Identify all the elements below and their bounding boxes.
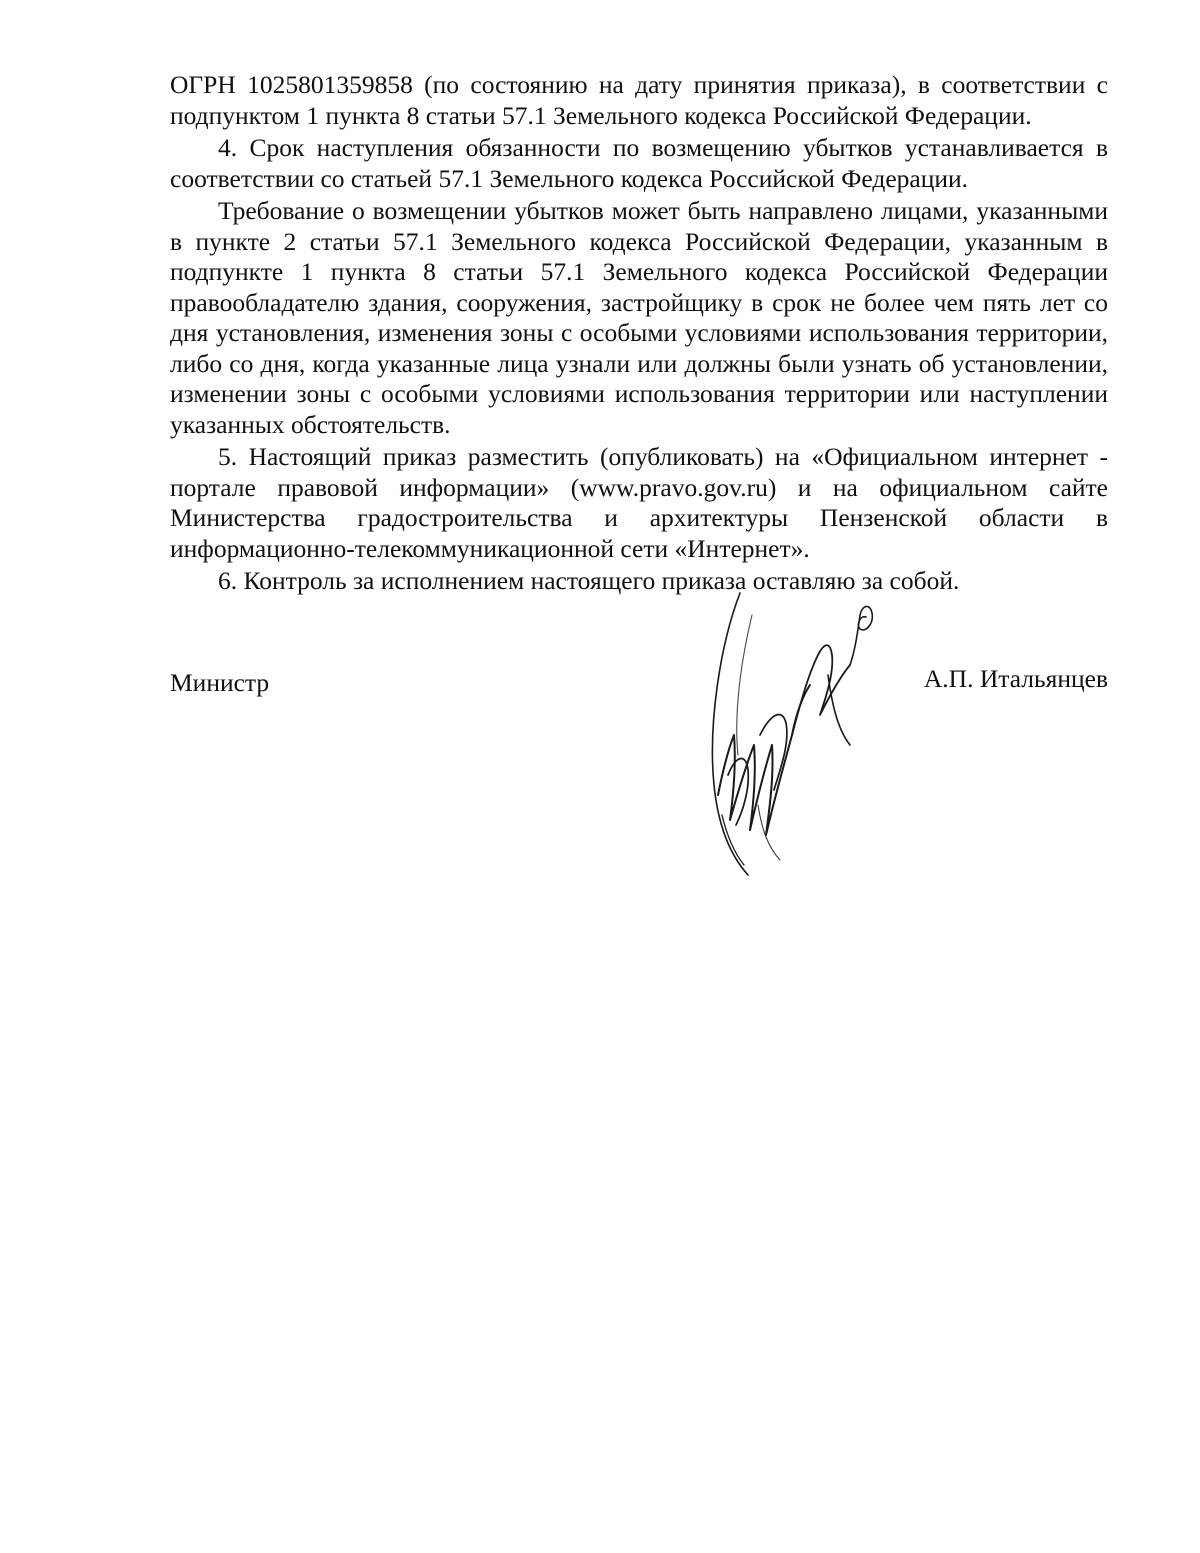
handwritten-signature-icon xyxy=(700,585,890,880)
signer-name: А.П. Итальянцев xyxy=(923,664,1108,693)
document-body xyxy=(170,70,1108,597)
paragraph-item-6: 6. Контроль за исполнением настоящего приказа оставляю за собой. xyxy=(218,566,960,595)
paragraph-item-4: 4. Срок наступления обязанности по возмещению убытков устанавливается в соответствии со статьей 57.1 Земельного кодекса Российской Федерации. xyxy=(170,133,1108,193)
paragraph-damages-claim: Требование о возмещении убытков может быть направлено лицами, указанными в пункте 2 статьи 57.1 Земельного кодекса Российской Федерации, указанным в подпункте 1 пункта 8 статьи 57.1 Земельного кодекса Российской Федерации правообладателю здания, сооружения, застройщику в срок не более чем пять лет со дня установления, изменения зоны с особыми условиями использования территории, либо со дня, когда указанные лица узнали или должны были узнать об установлении, изменении зоны с особыми условиями использования территории или наступлении указанных обстоятельств. xyxy=(170,196,1108,439)
signer-position: Министр xyxy=(170,668,270,697)
paragraph-item-5: 5. Настоящий приказ разместить (опубликовать) на «Официальном интернет - портале правовой информации» (www.pravo.gov.ru) и на официальном сайте Министерства градостроительства и архитектуры Пензенской области в информационно-телекоммуникационной сети «Интернет». xyxy=(170,442,1108,563)
paragraph-ogrn: ОГРН 1025801359858 (по состоянию на дату принятия приказа), в соответствии с подпунктом 1 пункта 8 статьи 57.1 Земельного кодекса Российской Федерации. xyxy=(170,70,1108,130)
